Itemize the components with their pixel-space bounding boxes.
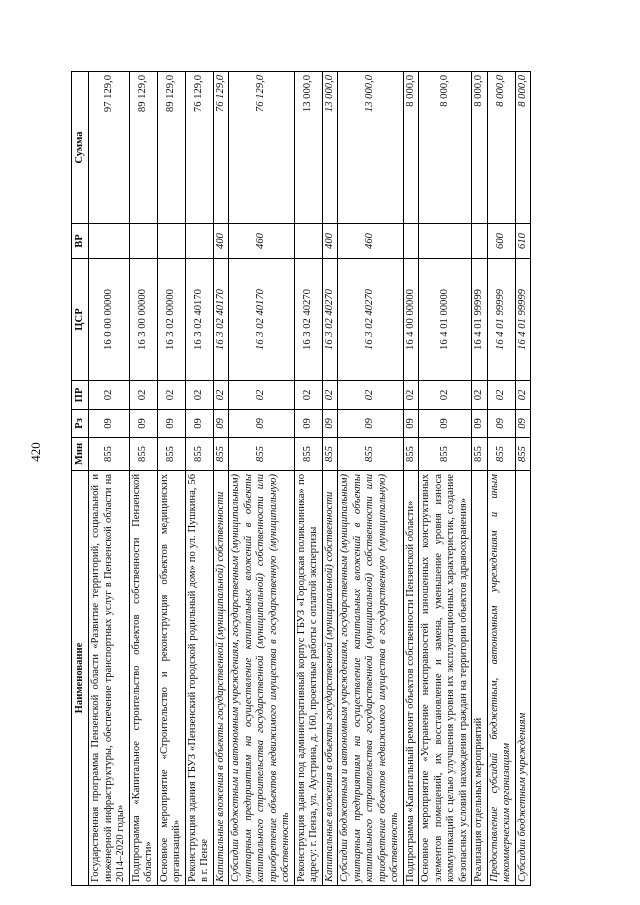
cell-name: Подпрограмма «Капитальное строительство объектов собственности Пензенской области» <box>129 471 157 886</box>
table-row <box>419 72 472 886</box>
cell-vr: 460 <box>338 224 404 259</box>
cell-pr: 02 <box>472 381 488 410</box>
cell-vr: 400 <box>213 224 229 259</box>
table-row <box>322 72 338 886</box>
cell-vr: 400 <box>322 224 338 259</box>
cell-min: 855 <box>294 438 322 471</box>
cell-csr: 16 3 02 40270 <box>294 259 322 381</box>
cell-min: 855 <box>419 438 472 471</box>
cell-pr: 02 <box>213 381 229 410</box>
cell-name: Реконструкция здания под административный корпус ГБУЗ «Городская поликлиника» по адресу: г. Пенза, ул. Аустрина, д. 160, проектные работы с оплатой экспертизы <box>294 471 322 886</box>
table-row <box>515 72 531 886</box>
cell-csr: 16 4 01 99999 <box>487 259 515 381</box>
header-sum: Сумма <box>72 72 89 224</box>
table-row <box>472 72 488 886</box>
cell-name: Капитальные вложения в объекты государственной (муниципальной) собственности <box>322 471 338 886</box>
cell-sum: 13 000,0 <box>322 72 338 224</box>
cell-name: Реализация отдельных мероприятий <box>472 471 488 886</box>
cell-min: 855 <box>515 438 531 471</box>
cell-min: 855 <box>129 438 157 471</box>
cell-pr: 02 <box>403 381 419 410</box>
cell-name: Субсидии бюджетным и автономным учреждениям, государственным (муниципальным) унитарным предприятиям на осуществление капитальных вложений в объекты капитального строительства государственной (муниципальной) собственности или приобретение объектов недвижимого имущества в государственную (муниципальную) собственность <box>338 471 404 886</box>
cell-rz: 09 <box>213 410 229 438</box>
cell-rz: 09 <box>338 410 404 438</box>
cell-name: Капитальные вложения в объекты государственной (муниципальной) собственности <box>213 471 229 886</box>
cell-csr: 16 3 02 40270 <box>322 259 338 381</box>
table-row <box>185 72 213 886</box>
cell-rz: 09 <box>403 410 419 438</box>
cell-sum: 8 000,0 <box>487 72 515 224</box>
cell-csr: 16 4 00 00000 <box>403 259 419 381</box>
cell-vr <box>419 224 472 259</box>
table-row <box>487 72 515 886</box>
budget-table <box>71 71 531 886</box>
cell-min: 855 <box>472 438 488 471</box>
cell-name: Реконструкция здания ГБУЗ «Пензенский городской родильный дом» по ул. Пушкина, 56 в г. Пензе <box>185 471 213 886</box>
cell-rz: 09 <box>419 410 472 438</box>
table-row <box>229 72 295 886</box>
cell-pr: 02 <box>294 381 322 410</box>
cell-vr <box>294 224 322 259</box>
cell-csr: 16 3 00 00000 <box>129 259 157 381</box>
cell-sum: 76 129,0 <box>213 72 229 224</box>
cell-min: 855 <box>403 438 419 471</box>
cell-csr: 16 0 00 00000 <box>89 259 130 381</box>
cell-pr: 02 <box>338 381 404 410</box>
cell-sum: 76 129,0 <box>229 72 295 224</box>
cell-csr: 16 3 02 40270 <box>338 259 404 381</box>
cell-name: Государственная программа Пензенской области «Развитие территорий, социальной и инженерной инфраструктуры, обеспечение транспортных услуг в Пензенской области на 2014–2020 годы» <box>89 471 130 886</box>
cell-csr: 16 3 02 40170 <box>213 259 229 381</box>
table-row <box>294 72 322 886</box>
cell-sum: 8 000,0 <box>419 72 472 224</box>
header-pr: ПР <box>72 381 89 410</box>
cell-rz: 09 <box>89 410 130 438</box>
cell-min: 855 <box>213 438 229 471</box>
cell-rz: 09 <box>229 410 295 438</box>
cell-csr: 16 3 02 40170 <box>229 259 295 381</box>
cell-min: 855 <box>229 438 295 471</box>
table-header-row <box>72 72 89 886</box>
cell-pr: 02 <box>185 381 213 410</box>
cell-vr <box>89 224 130 259</box>
cell-sum: 89 129,0 <box>157 72 185 224</box>
cell-min: 855 <box>157 438 185 471</box>
header-csr: ЦСР <box>72 259 89 381</box>
cell-rz: 09 <box>157 410 185 438</box>
cell-vr <box>157 224 185 259</box>
cell-pr: 02 <box>419 381 472 410</box>
cell-vr: 600 <box>487 224 515 259</box>
cell-vr <box>129 224 157 259</box>
cell-name: Предоставление субсидий бюджетным, автономным учреждениям и иным некоммерческим организациям <box>487 471 515 886</box>
cell-csr: 16 4 01 00000 <box>419 259 472 381</box>
rotated-page-content <box>71 72 585 886</box>
header-name: Наименование <box>72 471 89 886</box>
cell-csr: 16 4 01 99999 <box>472 259 488 381</box>
cell-rz: 09 <box>472 410 488 438</box>
cell-rz: 09 <box>322 410 338 438</box>
cell-pr: 02 <box>322 381 338 410</box>
cell-sum: 8 000,0 <box>403 72 419 224</box>
cell-name: Подпрограмма «Капитальный ремонт объектов собственности Пензенской области» <box>403 471 419 886</box>
cell-vr <box>472 224 488 259</box>
table-row <box>213 72 229 886</box>
cell-min: 855 <box>338 438 404 471</box>
cell-vr <box>403 224 419 259</box>
cell-csr: 16 3 02 00000 <box>157 259 185 381</box>
cell-pr: 02 <box>229 381 295 410</box>
header-min: Мин <box>72 438 89 471</box>
cell-pr: 02 <box>487 381 515 410</box>
cell-rz: 09 <box>185 410 213 438</box>
cell-min: 855 <box>185 438 213 471</box>
cell-sum: 8 000,0 <box>472 72 488 224</box>
table-body <box>89 72 531 886</box>
cell-vr <box>185 224 213 259</box>
table-row <box>89 72 130 886</box>
cell-sum: 97 129,0 <box>89 72 130 224</box>
cell-rz: 09 <box>294 410 322 438</box>
cell-rz: 09 <box>129 410 157 438</box>
cell-sum: 13 000,0 <box>294 72 322 224</box>
cell-min: 855 <box>487 438 515 471</box>
cell-min: 855 <box>89 438 130 471</box>
cell-name: Субсидии бюджетным учреждениям <box>515 471 531 886</box>
header-rz: Рз <box>72 410 89 438</box>
table-row <box>403 72 419 886</box>
cell-vr: 610 <box>515 224 531 259</box>
table-row <box>157 72 185 886</box>
table-row <box>338 72 404 886</box>
cell-sum: 13 000,0 <box>338 72 404 224</box>
cell-sum: 76 129,0 <box>185 72 213 224</box>
cell-csr: 16 4 01 99999 <box>515 259 531 381</box>
cell-rz: 09 <box>515 410 531 438</box>
cell-name: Основное мероприятие «Строительство и реконструкция объектов медицинских организаций» <box>157 471 185 886</box>
cell-sum: 8 000,0 <box>515 72 531 224</box>
page-number: 420 <box>28 442 43 462</box>
cell-vr: 460 <box>229 224 295 259</box>
cell-pr: 02 <box>129 381 157 410</box>
cell-sum: 89 129,0 <box>129 72 157 224</box>
cell-name: Субсидии бюджетным и автономным учреждениям, государственным (муниципальным) унитарным предприятиям на осуществление капитальных вложений в объекты капитального строительства государственной (муниципальной) собственности или приобретение объектов недвижимого имущества в государственную (муниципальную) собственность <box>229 471 295 886</box>
cell-pr: 02 <box>89 381 130 410</box>
cell-name: Основное мероприятие «Устранение неисправностей изношенных конструктивных элементов помещений, их восстановление и замена, уменьшение уровня износа коммуникаций с целью улучшения уровня их эксплуатационных характеристик, создание безопасных условий нахождения граждан на территории объектов здравоохранения» <box>419 471 472 886</box>
table-row <box>129 72 157 886</box>
cell-pr: 02 <box>515 381 531 410</box>
cell-min: 855 <box>322 438 338 471</box>
cell-pr: 02 <box>157 381 185 410</box>
cell-csr: 16 3 02 40170 <box>185 259 213 381</box>
cell-rz: 09 <box>487 410 515 438</box>
header-vr: ВР <box>72 224 89 259</box>
